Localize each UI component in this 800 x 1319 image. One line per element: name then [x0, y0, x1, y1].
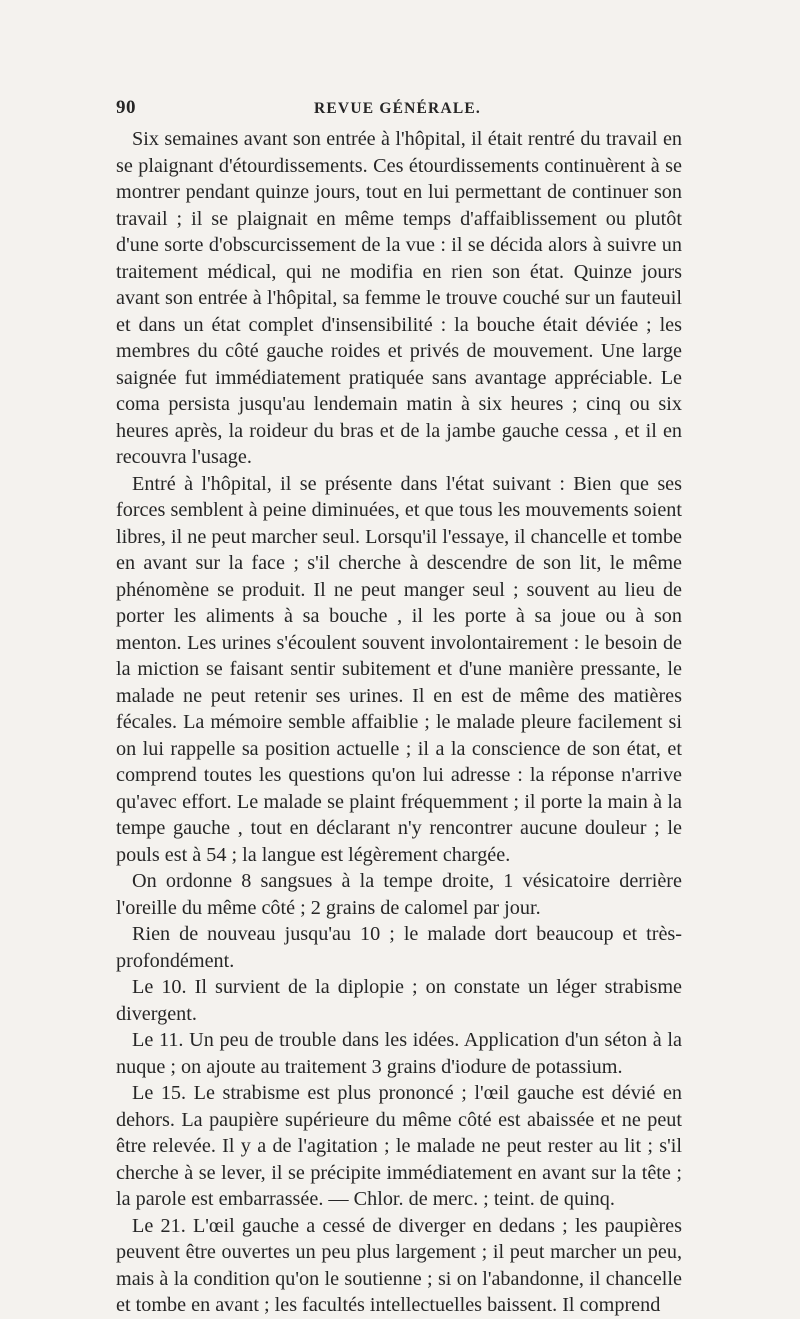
paragraph-day-10: Le 10. Il survient de la diplopie ; on constate un léger strabisme divergent.: [116, 976, 682, 1025]
paragraph-treatment: On ordonne 8 sangsues à la tempe droite, 1 vésicatoire derrière l'oreille du même côté ; 2 grains de calomel par jour.: [116, 870, 682, 919]
paragraph-day-21: Le 21. L'œil gauche a cessé de diverger en dedans ; les paupières peuvent être ouvertes un peu plus largement ; il peut marcher un peu, mais à la condition qu'on le soutienne ; si on l'abandonne, il chancelle et tombe en avant ; les facultés intellectuelles baissent. Il comprend: [116, 1214, 682, 1316]
body-text: [116, 126, 682, 1319]
paragraph-until-10: Rien de nouveau jusqu'au 10 ; le malade dort beaucoup et très-profondément.: [116, 923, 682, 972]
paragraph-day-15: Le 15. Le strabisme est plus prononcé ; l'œil gauche est dévié en dehors. La paupière supérieure du même côté est abaissée et ne peut être relevée. Il y a de l'agitation ; le malade ne peut rester au lit ; s'il cherche à se lever, il se précipite immédiatement en avant sur la tête ; la parole est embarrassée. — Chlor. de merc. ; teint. de quinq.: [116, 1082, 682, 1210]
running-title: REVUE GÉNÉRALE.: [314, 100, 481, 117]
paragraph-history: Six semaines avant son entrée à l'hôpital, il était rentré du travail en se plaignant d'étourdissements. Ces étourdissements continuèrent à se montrer pendant quinze jours, tout en lui permettant de continuer son travail ; il se plaignait en même temps d'affaiblissement ou plutôt d'une sorte d'obscurcissement de la vue : il se décida alors à suivre un traitement médical, qui ne modifia en rien son état. Quinze jours avant son entrée à l'hôpital, sa femme le trouve couché sur un fauteuil et dans un état complet d'insensibilité : la bouche était déviée ; les membres du côté gauche roides et privés de mouvement. Une large saignée fut immédiatement pratiquée sans avantage appréciable. Le coma persista jusqu'au lendemain matin à six heures ; cinq ou six heures après, la roideur du bras et de la jambe gauche cessa , et il en recouvra l'usage.: [116, 128, 682, 468]
paragraph-admission-state: Entré à l'hôpital, il se présente dans l'état suivant : Bien que ses forces semblent à peine diminuées, et que tous les mouvements soient libres, il ne peut marcher seul. Lorsqu'il l'essaye, il chancelle et tombe en avant sur la face ; s'il cherche à descendre de son lit, le même phénomène se produit. Il ne peut manger seul ; souvent au lieu de porter les aliments à sa bouche , il les porte à sa joue ou à son menton. Les urines s'écoulent souvent involontairement : le besoin de la miction se faisant sentir subitement et d'une manière pressante, le malade ne peut retenir ses urines. Il en est de même des matières fécales. La mémoire semble affaiblie ; le malade pleure facilement si on lui rappelle sa position actuelle ; il a la conscience de son état, et comprend toutes les questions qu'on lui adresse : la réponse n'arrive qu'avec effort. Le malade se plaint fréquemment ; il porte la main à la tempe gauche , tout en déclarant n'y rencontrer aucune douleur ; le pouls est à 54 ; la langue est légèrement chargée.: [116, 472, 682, 866]
paragraph-day-11: Le 11. Un peu de trouble dans les idées. Application d'un séton à la nuque ; on ajoute au traitement 3 grains d'iodure de potassium.: [116, 1029, 682, 1078]
page-header: [116, 97, 682, 123]
page-number: 90: [116, 97, 136, 118]
